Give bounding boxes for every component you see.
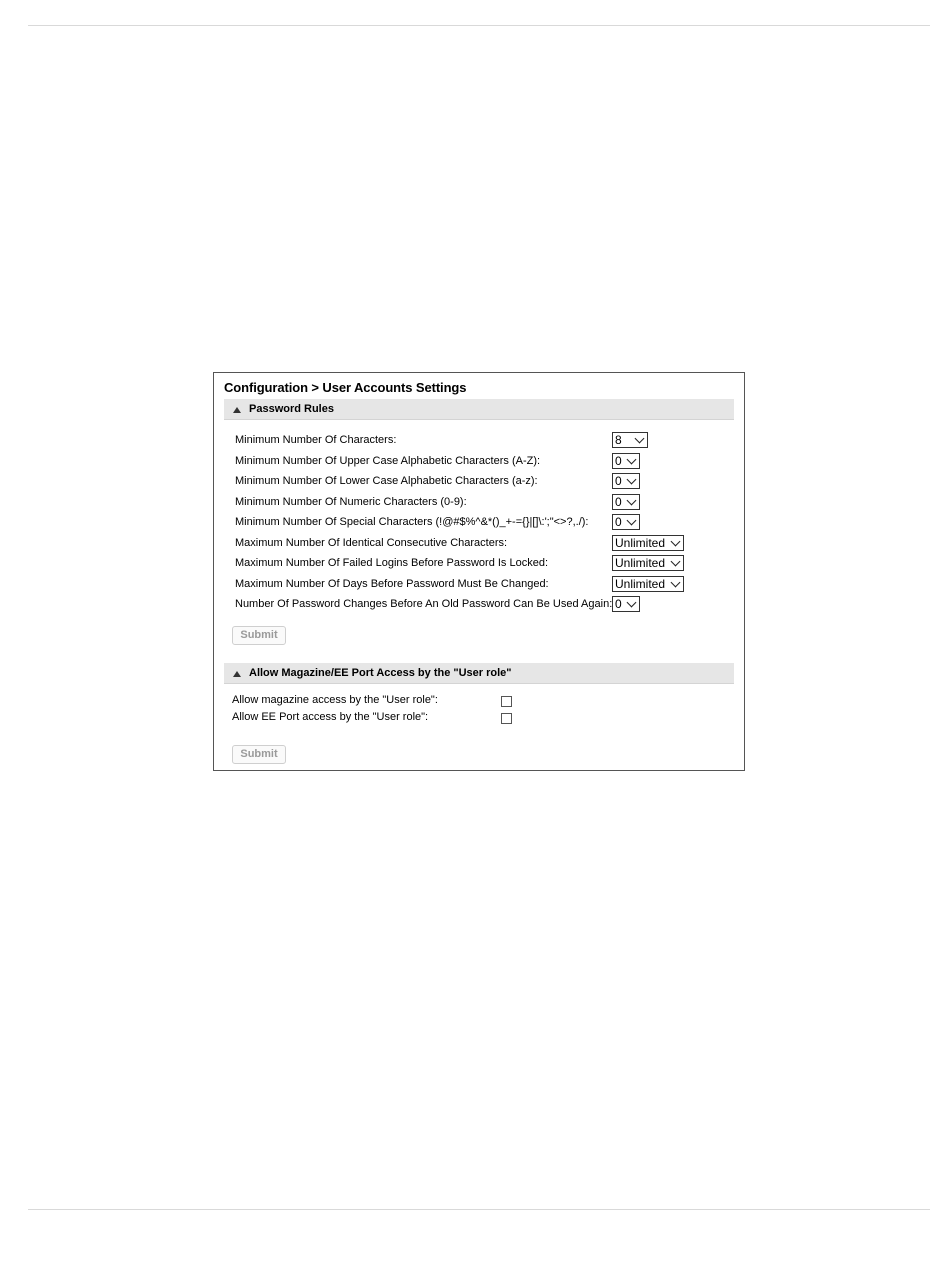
page-bottom-divider (28, 1209, 930, 1210)
password-rules-header-label: Password Rules (249, 403, 334, 415)
min-uppercase-select[interactable] (612, 453, 640, 469)
select-value: Unlimited (615, 577, 666, 591)
rule-label: Maximum Number Of Identical Consecutive Characters: (235, 537, 508, 549)
select-value: 0 (615, 495, 622, 509)
magazine-access-label: Allow magazine access by the "User role": (232, 694, 438, 706)
rule-label: Minimum Number Of Characters: (235, 434, 397, 446)
rule-label: Maximum Number Of Days Before Password Must Be Changed: (235, 578, 549, 590)
rule-label: Minimum Number Of Special Characters (!@#$%^&*()_+-={}|[]\:';"<>?,./): (235, 516, 589, 528)
rule-row-max-days-before-change (235, 576, 735, 594)
rule-label: Number Of Password Changes Before An Old Password Can Be Used Again: (235, 598, 613, 610)
rule-label: Minimum Number Of Numeric Characters (0-9): (235, 496, 467, 508)
min-lowercase-select[interactable] (612, 473, 640, 489)
rule-row-min-numeric (235, 494, 735, 512)
chevron-down-icon (671, 537, 681, 547)
rule-row-min-lowercase (235, 473, 735, 491)
port-access-header-label: Allow Magazine/EE Port Access by the "User role" (249, 667, 512, 679)
password-history-select[interactable] (612, 596, 640, 612)
rule-row-min-characters (235, 432, 735, 450)
rule-row-max-failed-logins (235, 555, 735, 573)
ee-port-access-label: Allow EE Port access by the "User role": (232, 711, 429, 723)
page-title: Configuration > User Accounts Settings (224, 380, 467, 395)
select-value: 0 (615, 454, 622, 468)
password-rules-submit-button[interactable]: Submit (232, 626, 286, 645)
magazine-access-checkbox[interactable] (501, 696, 512, 707)
rule-label: Minimum Number Of Upper Case Alphabetic Characters (A-Z): (235, 455, 541, 467)
chevron-down-icon (635, 434, 645, 444)
chevron-down-icon (627, 516, 637, 526)
ee-port-access-checkbox[interactable] (501, 713, 512, 724)
min-numeric-select[interactable] (612, 494, 640, 510)
min-special-select[interactable] (612, 514, 640, 530)
select-value: 8 (615, 433, 622, 447)
ee-port-access-row (232, 711, 532, 727)
chevron-down-icon (627, 598, 637, 608)
select-value: Unlimited (615, 536, 666, 550)
chevron-down-icon (627, 455, 637, 465)
max-identical-consecutive-select[interactable] (612, 535, 684, 551)
select-value: Unlimited (615, 556, 666, 570)
min-characters-select[interactable] (612, 432, 648, 448)
collapse-triangle-icon[interactable] (233, 407, 241, 413)
max-days-before-change-select[interactable] (612, 576, 684, 592)
port-access-header[interactable] (224, 663, 734, 684)
page-top-divider (28, 25, 930, 26)
password-rules-header[interactable] (224, 399, 734, 420)
port-access-submit-button[interactable]: Submit (232, 745, 286, 764)
select-value: 0 (615, 597, 622, 611)
rule-row-password-history (235, 596, 735, 614)
rule-row-max-identical-consecutive (235, 535, 735, 553)
rule-label: Minimum Number Of Lower Case Alphabetic Characters (a-z): (235, 475, 538, 487)
rule-label: Maximum Number Of Failed Logins Before Password Is Locked: (235, 557, 549, 569)
collapse-triangle-icon[interactable] (233, 671, 241, 677)
magazine-access-row (232, 694, 532, 710)
user-accounts-settings-panel (213, 372, 745, 771)
max-failed-logins-select[interactable] (612, 555, 684, 571)
chevron-down-icon (671, 557, 681, 567)
rule-row-min-uppercase (235, 453, 735, 471)
select-value: 0 (615, 474, 622, 488)
chevron-down-icon (627, 475, 637, 485)
rule-row-min-special (235, 514, 735, 532)
chevron-down-icon (627, 496, 637, 506)
select-value: 0 (615, 515, 622, 529)
chevron-down-icon (671, 578, 681, 588)
